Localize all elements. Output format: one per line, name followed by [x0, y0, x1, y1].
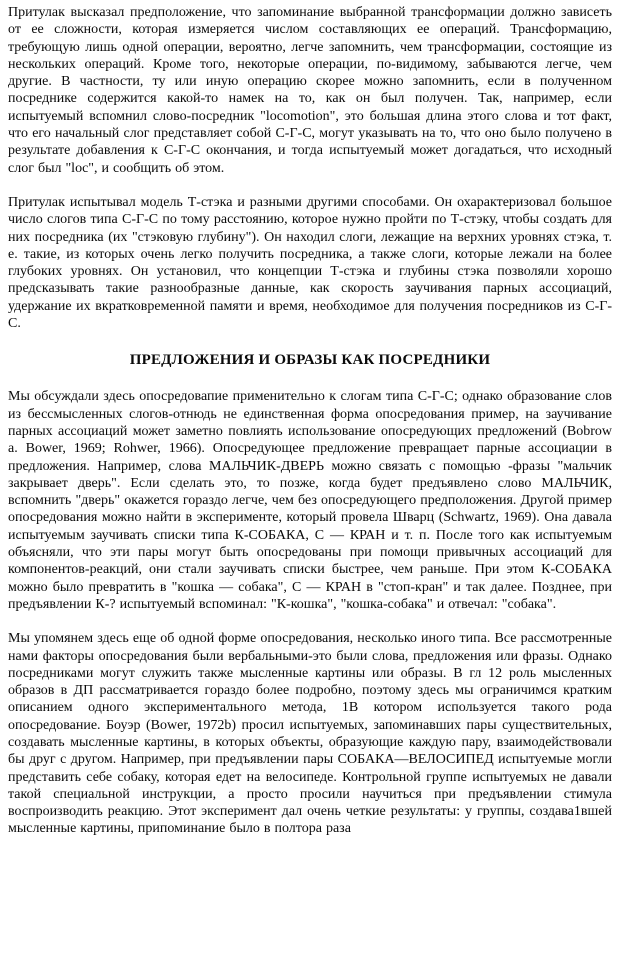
- paragraph-2: Притулак испытывал модель Т-стэка и разными другими способами. Он охарактеризовал большое число слогов типа С-Г-С по тому расстоянию, которое нужно пройти по Т-стэку, чтобы создать для них посредника (их "стэковую глубину"). Он находил слоги, лежащие на верхних уровнях стэка, т. е. такие, из которых очень легко получить посредника, а также слоги, которые лежали на более глубоких уровнях. Он установил, что концепции Т-стэка и глубины стэка позволяли хорошо предсказывать такие разнообразные данные, как скорость заучивания парных ассоциаций, удержание их вкратковременной памяти и время, необходимое для получения посредников из С-Г-С.: [8, 194, 612, 332]
- section-heading: ПРЕДЛОЖЕНИЯ И ОБРАЗЫ КАК ПОСРЕДНИКИ: [129, 352, 491, 369]
- paragraph-1: Притулак высказал предположение, что запоминание выбранной трансформации должно зависеть от ее сложности, которая измеряется числом составляющих ее операций. Трансформацию, требующую лишь одной операции, вероятно, легче запомнить, чем трансформации, состоящие из нескольких операций. Кроме того, некоторые операции, по-видимому, забываются легче, чем другие. В частности, ту или иную операцию скорее можно запомнить, если в полученном посреднике содержится какой-то намек на то, как он был получен. Так, например, если испытуемый вспомнил слово-посредник "locomotion", это большая длина этого слова и тот факт, что его начальный слог представляет собой С-Г-С, могут указывать на то, что оно было получено в результате добавления к С-Г-С окончания, и тогда испытуемый может догадаться, что исходный слог был "loc", и сообщить об этом.: [8, 5, 612, 176]
- paragraph-3: Мы обсуждали здесь опосредовапие применительно к слогам типа С-Г-С; однако образование слов из бессмысленных слогов-отнюдь не единственная форма опосредования пример, на заучивание парных ассоциаций может заметно повлиять использование опосредующих предложений (Bobrow a. Bower, 1969; Rohwer, 1966). Опосредующее предложение превращает парные ассоциации в предложения. Например, слова МАЛЬЧИК-ДВЕРЬ можно связать с помощью -фразы "мальчик закрывает дверь". Если сделать это, то позже, когда будет предъявлено слово МАЛЬЧИК, вспомнить "дверь" окажется гораздо легче, чем без опосредующего предположения. Другой пример опосредования можно найти в эксперименте, который провела Шварц (Schwartz, 1969). Она давала испытуемым заучивать списки типа К-СОБАКА, С — КРАН и т. п. После того как испытуемым объясняли, что эти пары могут быть опосредованы при помощи привычных ассоциаций для компонентов-реакций, они стали заучивать списки быстрее, чем раньше. При этом К-СОБАКА можно было превратить в "кошка — собака", С — КРАН в "стоп-кран" и так далее. Позднее, при предъявлении К-? испытуемый вспоминал: "К-кошка", "кошка-собака" и отвечал: "собака".: [8, 389, 612, 612]
- paragraph-4: Мы упомянем здесь еще об одной форме опосредования, несколько иного типа. Все рассмотренные нами факторы опосредования были вербальными-это были слова, предложения или фразы. Однако посредниками могут служить также мысленные картины или образы. В гл 12 роль мысленных образов в ДП рассматривается гораздо более подробно, поэтому здесь мы ограничимся кратким описанием одного экспериментального метода, 1В котором используется такого рода опосредование. Боуэр (Bower, 1972b) просил испытуемых, запоминавших пары существительных, создавать мысленные картины, в которых объекты, образующие каждую пару, взаимодействовали бы друг с другом. Например, при предъявлении пары СОБАКА—ВЕЛОСИПЕД испытуемые могли представить себе собаку, которая едет на велосипеде. Контрольной группе испытуемых не давали такой специальной инструкции, а просто просили научиться при предъявлении стимула воспроизводить реакцию. Этот эксперимент дал очень четкие результаты: у группы, создава1вшей мысленные картины, припоминание было в полтора раза: [8, 631, 612, 837]
